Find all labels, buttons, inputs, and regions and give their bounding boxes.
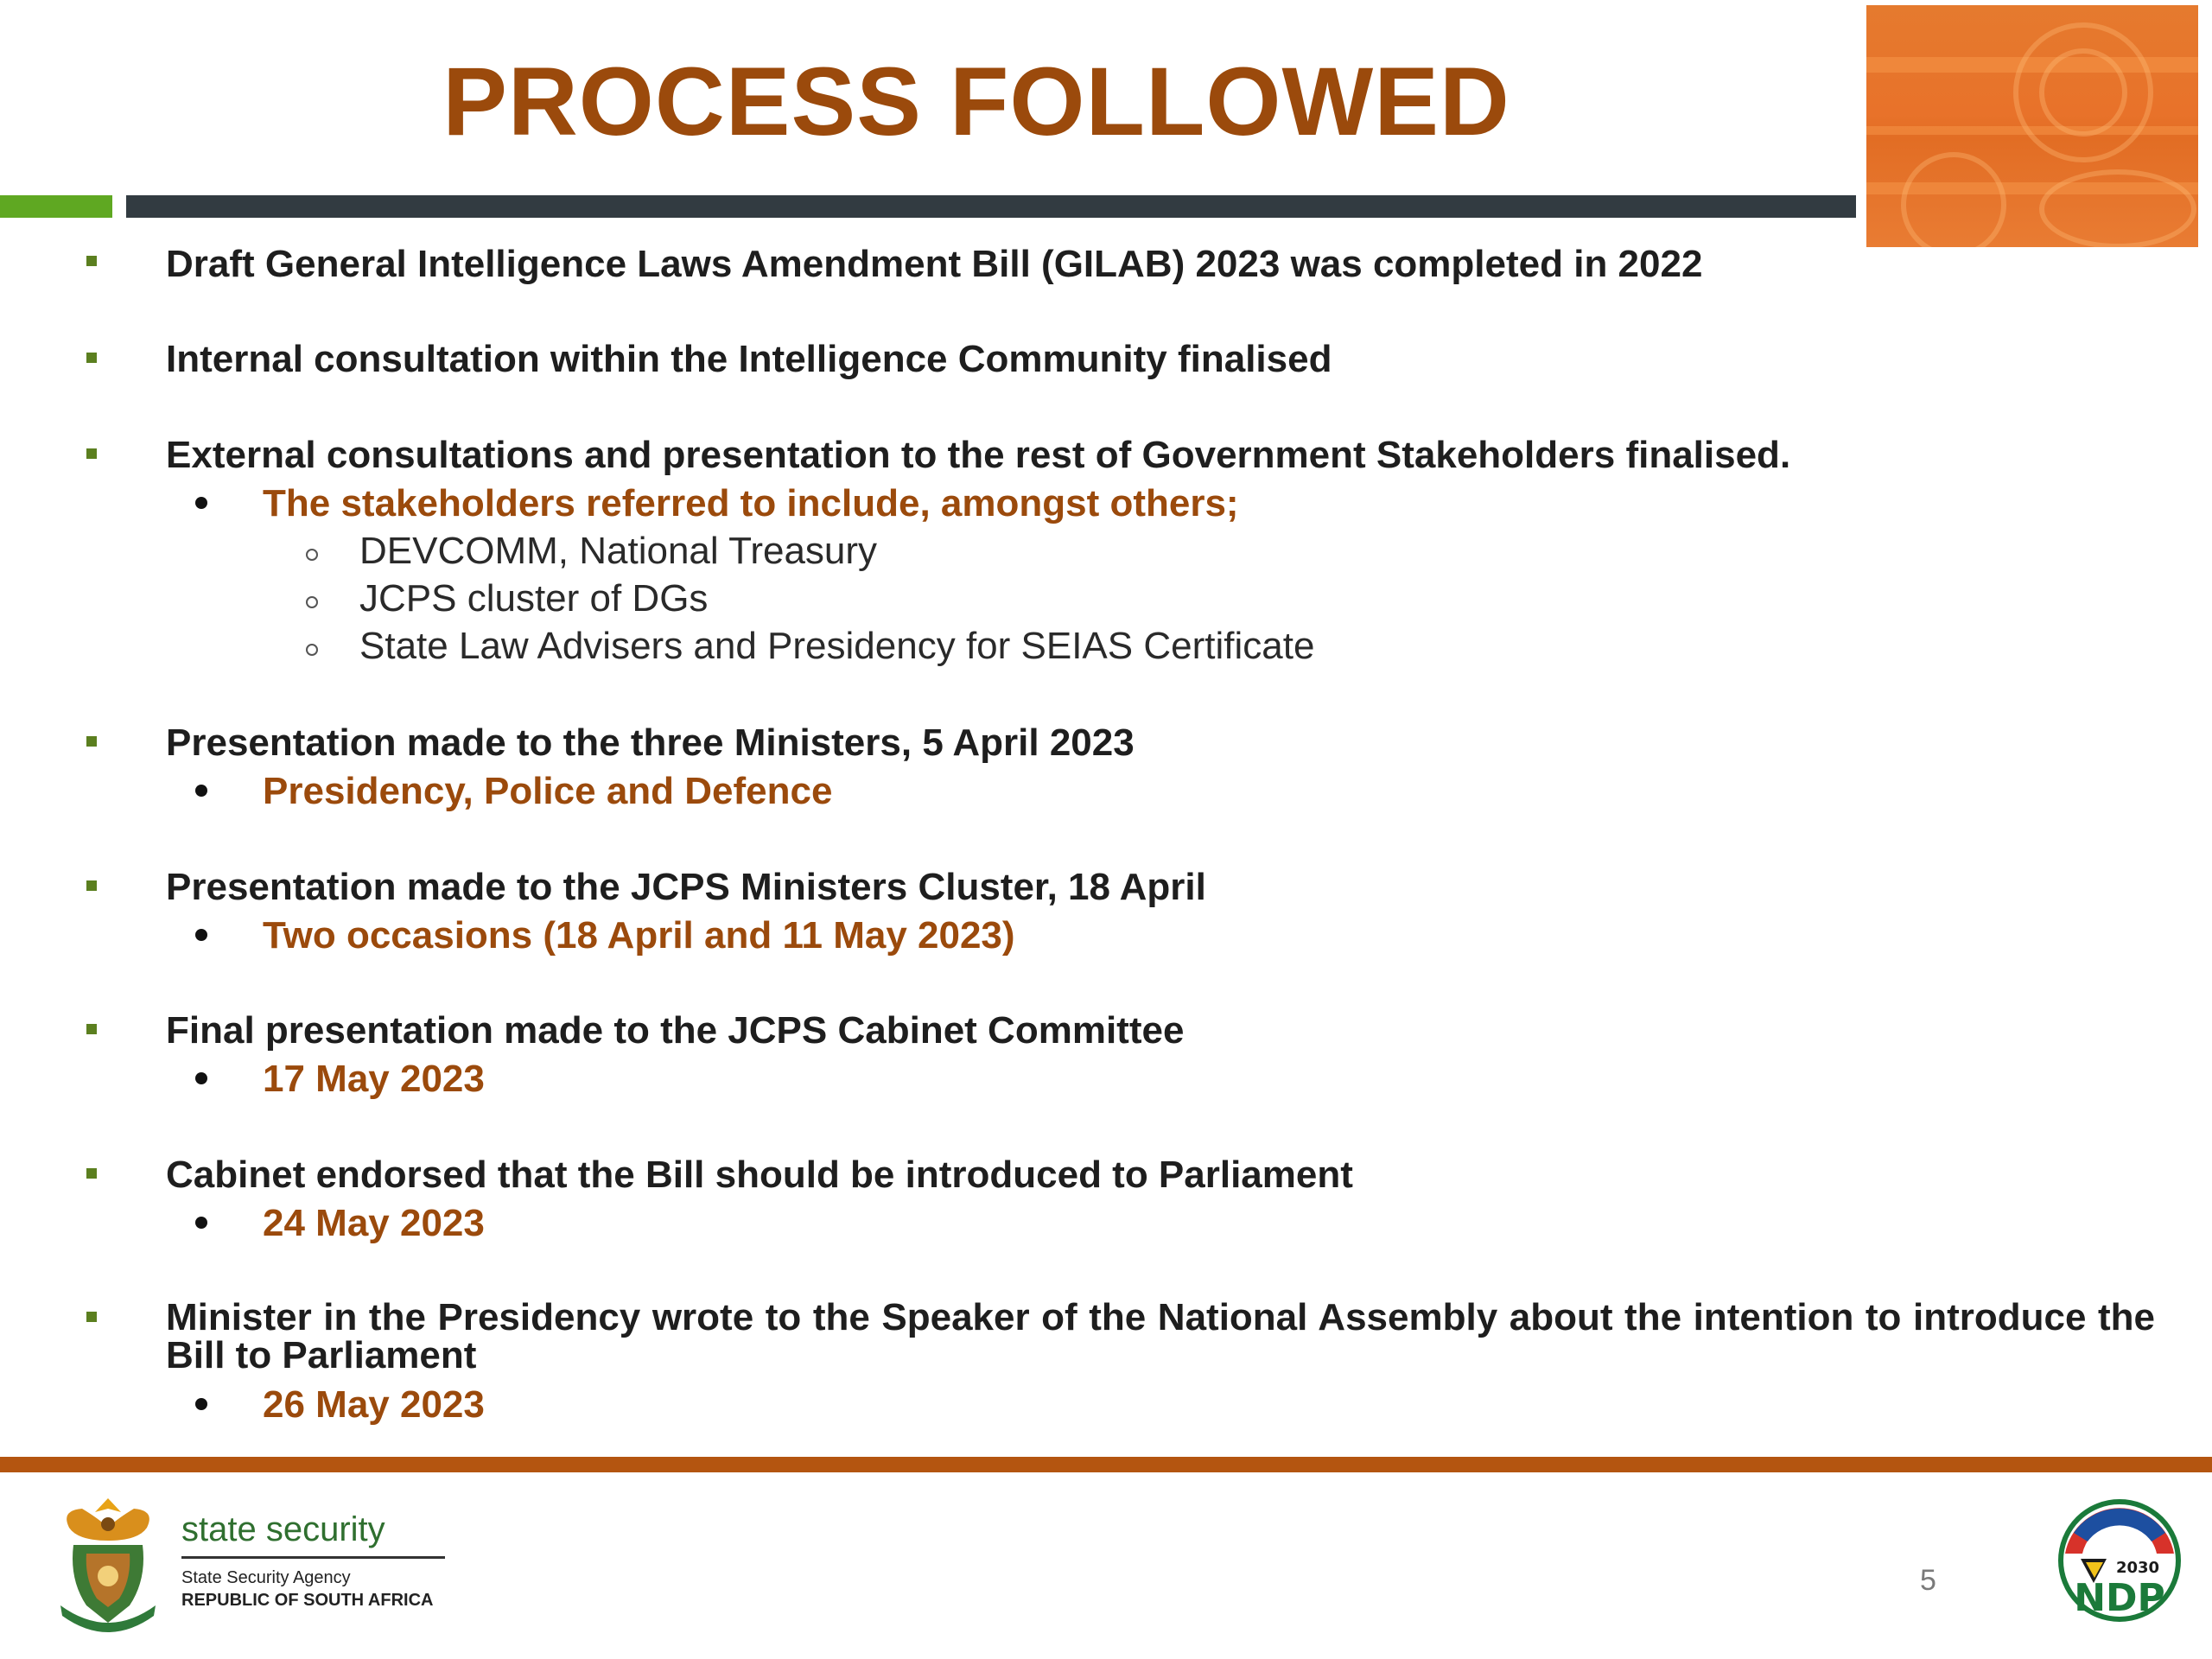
square-bullet-icon [86,1024,97,1034]
slide-title: PROCESS FOLLOWED [442,48,1510,156]
sub-list-item: 24 May 2023 [263,1202,485,1244]
sub-list-item: Two occasions (18 April and 11 May 2023) [263,914,1015,957]
hollow-circle-bullet-icon [306,596,318,608]
list-item: Internal consultation within the Intelligence Community finalised [166,338,1332,380]
agency-full-name: State Security Agency [181,1568,351,1587]
list-item: Final presentation made to the JCPS Cabinet Committee [166,1009,1185,1052]
sub-sub-list-item: State Law Advisers and Presidency for SEIAS Certificate [359,625,1315,667]
round-bullet-icon [195,1398,207,1410]
hollow-circle-bullet-icon [306,549,318,561]
round-bullet-icon [195,1072,207,1084]
list-item: Presentation made to the JCPS Ministers Cluster, 18 April [166,866,1206,908]
sub-list-item: Presidency, Police and Defence [263,770,833,812]
sub-list-item: The stakeholders referred to include, amongst others; [263,482,1239,524]
footer [0,1472,2212,1659]
round-bullet-icon [195,785,207,797]
round-bullet-icon [195,1217,207,1229]
page-number: 5 [1920,1564,1936,1597]
square-bullet-icon [86,880,97,891]
square-bullet-icon [86,448,97,459]
list-item: Draft General Intelligence Laws Amendment Bill (GILAB) 2023 was completed in 2022 [166,243,1703,285]
list-item: Minister in the Presidency wrote to the Speaker of the National Assembly about the intention to introduce the Bill to Parliament [166,1296,2155,1376]
round-bullet-icon [195,497,207,509]
round-bullet-icon [195,929,207,941]
ndp-2030-logo [2055,1498,2184,1628]
square-bullet-icon [86,256,97,266]
square-bullet-icon [86,1168,97,1179]
agency-name: state security [181,1510,385,1548]
ndp-logo-text: NDP [2074,1576,2165,1620]
square-bullet-icon [86,353,97,363]
ndp-logo-year: 2030 [2115,1559,2160,1577]
square-bullet-icon [86,736,97,747]
sub-sub-list-item: JCPS cluster of DGs [359,577,709,620]
list-item: Cabinet endorsed that the Bill should be introduced to Parliament [166,1154,1353,1196]
country-name: REPUBLIC OF SOUTH AFRICA [181,1591,434,1610]
sub-sub-list-item: DEVCOMM, National Treasury [359,530,878,572]
sub-list-item: 26 May 2023 [263,1383,485,1426]
agency-divider [181,1556,445,1559]
coat-of-arms-icon [52,1493,164,1640]
sub-list-item: 17 May 2023 [263,1058,485,1100]
list-item: External consultations and presentation to the rest of Government Stakeholders finalised. [166,434,1791,476]
list-item: Presentation made to the three Ministers, 5 April 2023 [166,721,1135,764]
square-bullet-icon [86,1312,97,1322]
footer-divider-bar [0,1457,2212,1472]
hollow-circle-bullet-icon [306,644,318,656]
